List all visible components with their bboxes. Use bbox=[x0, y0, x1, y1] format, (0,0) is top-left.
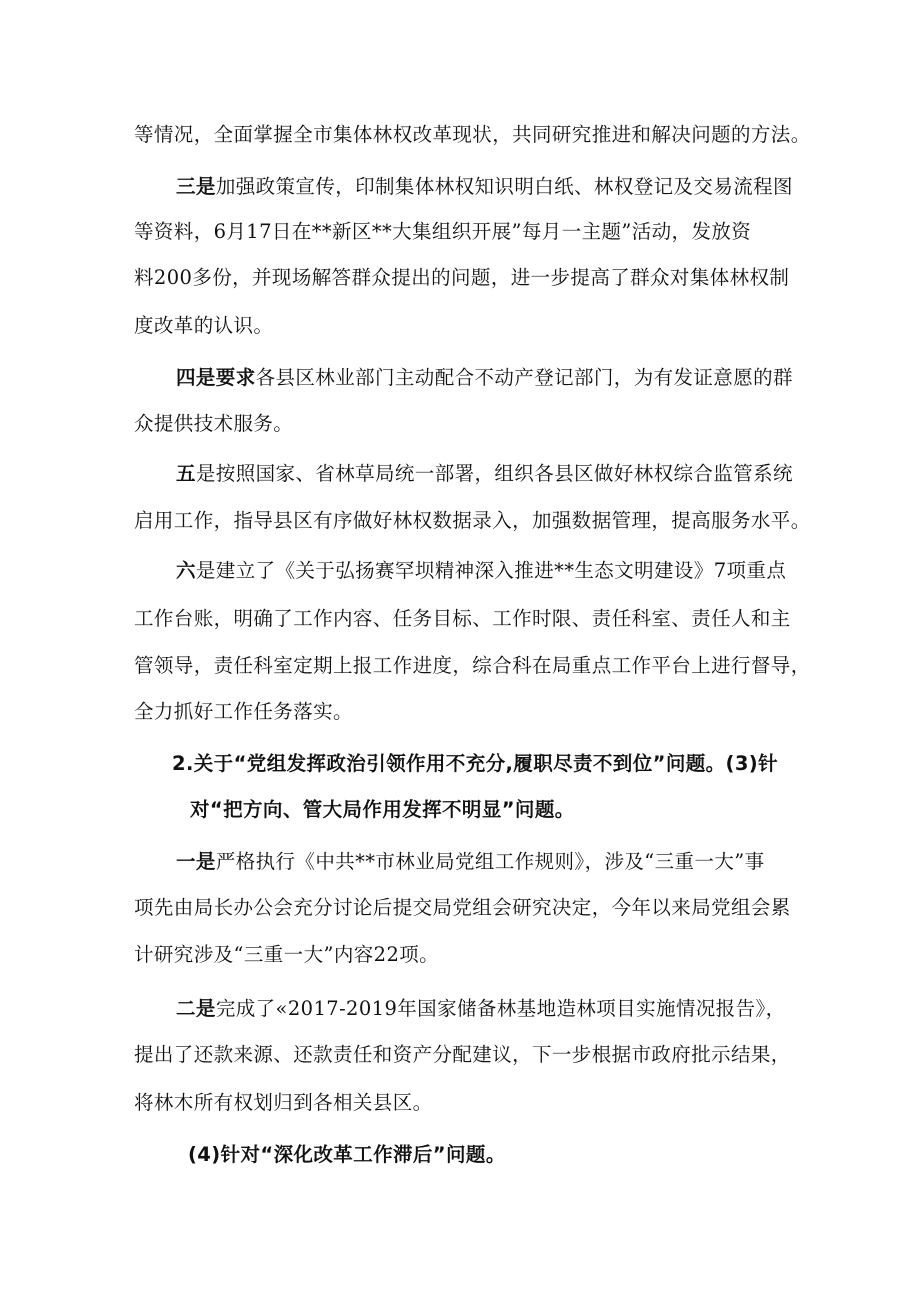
paragraph-text: 是建立了《关于弘扬赛罕坝精神深入推进**生态文明建设》7项重点 bbox=[195, 559, 787, 582]
paragraph-line: 工作台账，明确了工作内容、任务目标、工作时限、责任科室、责任人和主 bbox=[134, 607, 791, 630]
paragraph-text: 完成了«2017-2019年国家储备林基地造林项目实施情况报告》， bbox=[215, 997, 786, 1020]
paragraph-first-line bbox=[176, 460, 793, 488]
paragraph-line: 等情况，全面掌握全市集体林权改革现状，共同研究推进和解决问题的方法。 bbox=[134, 123, 811, 146]
paragraph-line: 度改革的认识。 bbox=[134, 314, 274, 337]
paragraph-line: 管领导，责任科室定期上报工作进度，综合科在局重点工作平台上进行督导， bbox=[134, 654, 811, 677]
paragraph-first-line bbox=[176, 848, 765, 876]
section-heading: 2.关于“党组发挥政治引领作用不充分,履职尽责不到位”问题。(3)针 bbox=[172, 752, 779, 775]
paragraph-lead: 四是要求 bbox=[176, 366, 256, 389]
paragraph-line: 全力抓好工作任务落实。 bbox=[134, 700, 353, 723]
paragraph-line: 等资料，6月17日在**新区**大集组织开展”每月一主题”活动，发放资 bbox=[134, 220, 752, 243]
paragraph-first-line bbox=[176, 995, 786, 1023]
paragraph-lead: 三是 bbox=[176, 175, 216, 198]
paragraph-line: 计研究涉及“三重一大”内容22项。 bbox=[134, 943, 440, 966]
paragraph-lead: 一是 bbox=[176, 850, 216, 873]
paragraph-first-line bbox=[176, 557, 786, 585]
section-heading: 对“把方向、管大局作用发挥不明显”问题。 bbox=[190, 798, 575, 821]
paragraph-text: 是按照国家、省林草局统一部署，组织各县区做好林权综合监管系统 bbox=[195, 462, 793, 485]
paragraph-lead: 五 bbox=[176, 462, 196, 485]
paragraph-text: 各县区林业部门主动配合不动产登记部门，为有发证意愿的群 bbox=[255, 366, 793, 389]
paragraph-line: 项先由局长办公会充分讨论后提交局党组会研究决定，今年以来局党组会累 bbox=[134, 896, 791, 919]
paragraph-lead: 六 bbox=[176, 559, 196, 582]
paragraph-lead: 二是 bbox=[176, 997, 216, 1020]
paragraph-line: 提出了还款来源、还款责任和资产分配建议，下一步根据市政府批示结果， bbox=[134, 1043, 791, 1066]
paragraph-line: 料200多份，并现场解答群众提出的问题，进一步提高了群众对集体林权制 bbox=[134, 266, 790, 289]
paragraph-text: 加强政策宣传，印制集体林权知识明白纸、林权登记及交易流程图 bbox=[215, 175, 793, 198]
paragraph-first-line bbox=[176, 364, 793, 392]
paragraph-text: 严格执行《中共**市林业局党组工作规则》，涉及“三重一大”事 bbox=[215, 850, 765, 873]
section-heading: (4)针对“深化改革工作滞后”问题。 bbox=[188, 1143, 506, 1166]
paragraph-line: 将林木所有权划归到各相关县区。 bbox=[134, 1091, 433, 1114]
paragraph-first-line bbox=[176, 173, 793, 201]
paragraph-line: 众提供技术服务。 bbox=[134, 412, 294, 435]
paragraph-line: 启用工作，指导县区有序做好林权数据录入，加强数据管理，提高服务水平。 bbox=[134, 509, 811, 532]
